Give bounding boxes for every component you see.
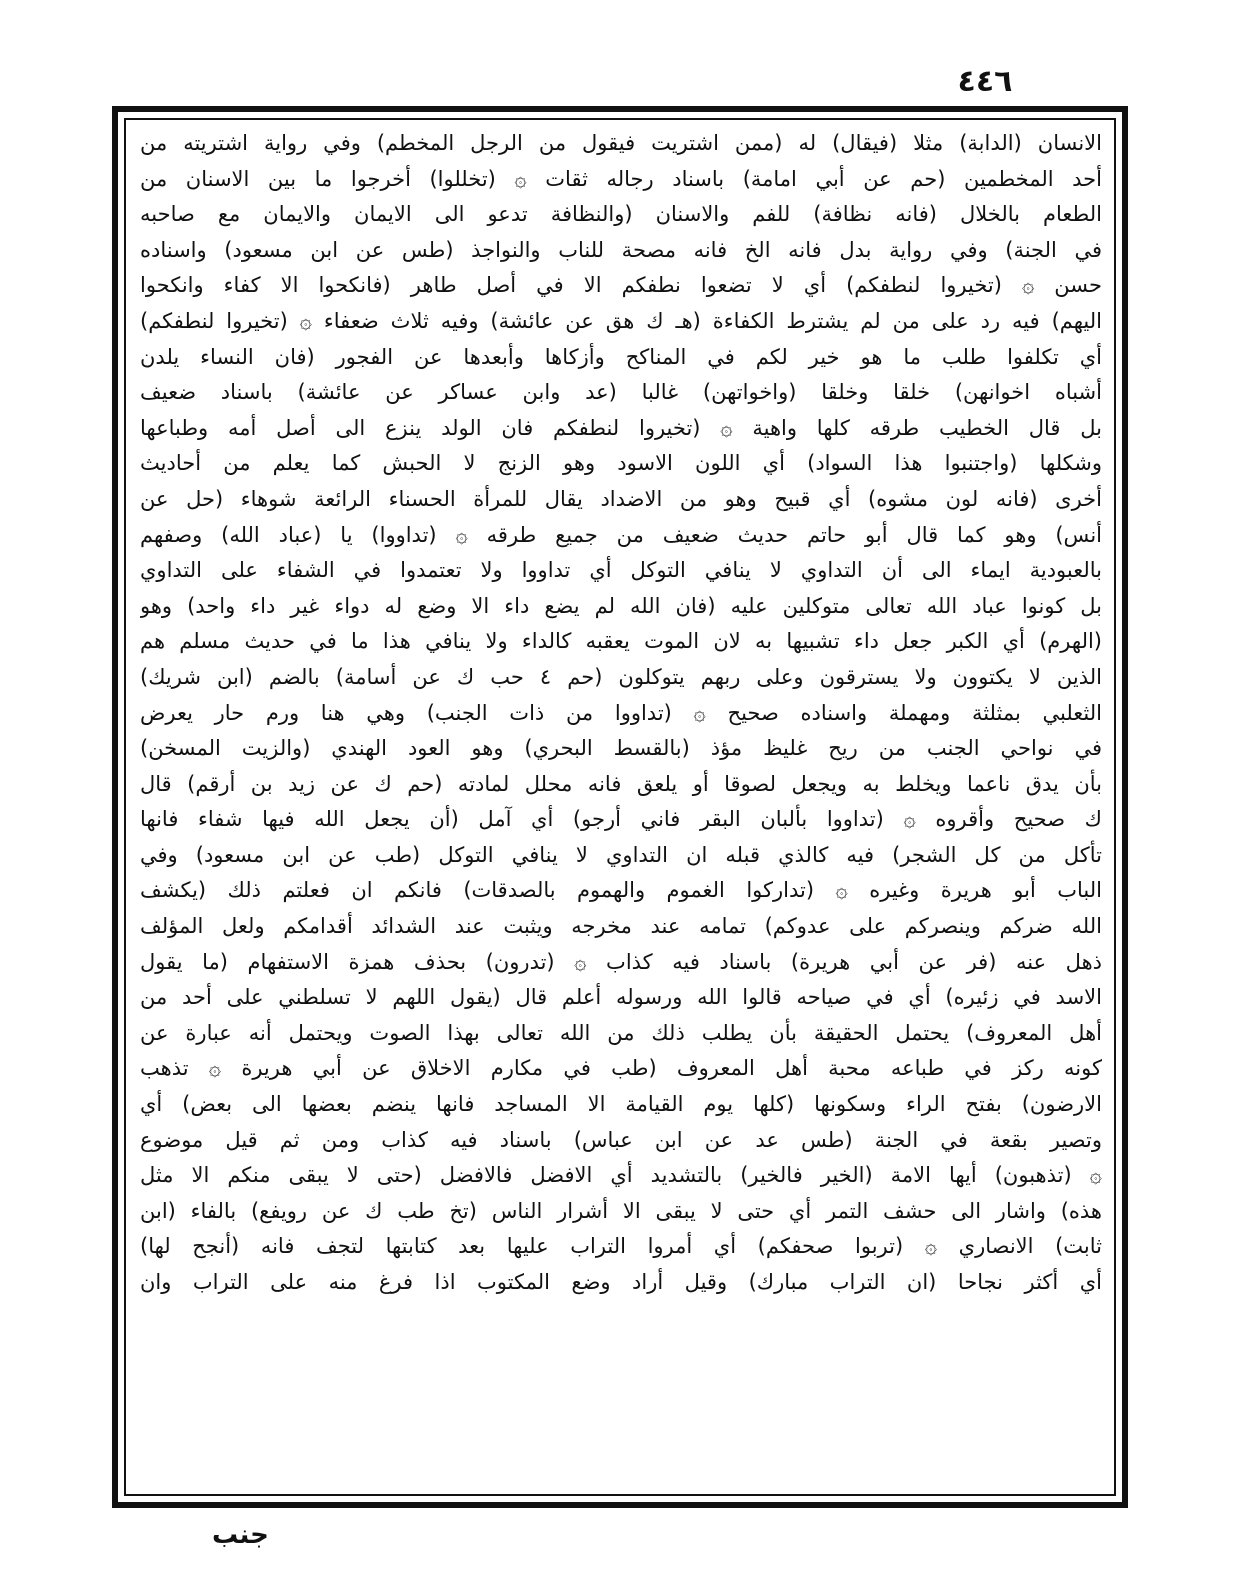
text-line-13: بالعبودية ايماء الى أن التداوي لا ينافي التوكل أي تداووا ولا تعتمدوا في الشفاء على التداوي	[140, 558, 1102, 583]
text-line-34	[140, 1301, 1102, 1337]
text-line-24: ذهل عنه (فر عن أبي هريرة) باسناد فيه كذاب ۞ (تدرون) بحذف همزة الاستفهام (ما يقول	[140, 949, 1102, 974]
text-line-31: هذه) واشار الى حشف التمر أي حتى لا يبقى الا أشرار الناس (تخ طب ك عن رويفع) بالفاء (ابن	[140, 1198, 1102, 1223]
text-line-16: الذين لا يكتوون ولا يسترقون وعلى ربهم يتوكلون (حم ٤ حب ك عن أسامة) بالضم (ابن شريك)	[140, 664, 1102, 689]
text-line-15: (الهرم) أي الكبر جعل داء تشبيها به لان الموت يعقبه كالداء ولا ينافي هذا ما في حديث مسلم هم	[140, 629, 1102, 654]
text-line-10: وشكلها (واجتنبوا هذا السواد) أي اللون الاسود وهو الزنج لا الحبش كما يعلم من أحاديث	[140, 451, 1102, 476]
text-line-19: بأن يدق ناعما ويخلط به ويجعل لصوقا أو يلعق فانه محلل لمادته (حم ك عن زيد بن أرقم) قال	[140, 771, 1102, 796]
text-line-2: أحد المخطمين (حم عن أبي امامة) باسناد رجاله ثقات ۞ (تخللوا) أخرجوا ما بين الاسنان من	[140, 166, 1102, 191]
text-line-14: بل كونوا عباد الله تعالى متوكلين عليه (فان الله لم يضع داء الا وضع له دواء غير داء واحد) وهو	[140, 593, 1102, 618]
text-line-20: ك صحيح وأقروه ۞ (تداووا بألبان البقر فاني أرجو) أي آمل (أن يجعل الله فيها شفاء فانها	[140, 807, 1102, 832]
text-line-25: الاسد في زئيره) أي في صياحه قالوا الله ورسوله أعلم قال (يقول اللهم لا تسلطني على أحد من	[140, 985, 1102, 1010]
text-line-18: في نواحي الجنب من ريح غليظ مؤذ (بالقسط البحري) وهو العود الهندي (والزيت المسخن)	[140, 736, 1102, 761]
text-line-9: بل قال الخطيب طرقه كلها واهية ۞ (تخيروا لنطفكم فان الولد ينزع الى أصل أمه وطباعها	[140, 415, 1102, 440]
text-line-27: كونه ركز في طباعه محبة أهل المعروف (طب في مكارم الاخلاق عن أبي هريرة ۞ تذهب	[140, 1056, 1102, 1081]
text-line-7: أي تكلفوا طلب ما هو خير لكم في المناكح وأزكاها وأبعدها عن الفجور (فان النساء يلدن	[140, 344, 1102, 369]
text-line-8: أشباه اخوانهن) خلقا وخلقا (واخواتهن) غالبا (عد وابن عساكر عن عائشة) باسناد ضعيف	[140, 380, 1102, 405]
text-line-22: الباب أبو هريرة وغيره ۞ (تداركوا الغموم والهموم بالصدقات) فانكم ان فعلتم ذلك (يكشف	[140, 878, 1102, 903]
text-line-5: حسن ۞ (تخيروا لنطفكم) أي لا تضعوا نطفكم الا في أصل طاهر (فانكحوا الا كفاء وانكحوا	[140, 273, 1102, 298]
text-line-1: الانسان (الدابة) مثلا (فيقال) له (ممن اشتريت فيقول من الرجل المخطم) وفي رواية اشتريته من	[140, 131, 1102, 155]
text-line-3: الطعام بالخلال (فانه نظافة) للفم والاسنان (والنظافة تدعو الى الايمان والايمان مع صاحبه	[140, 202, 1102, 227]
page-number: ٤٤٦	[957, 64, 1013, 99]
text-line-30: ۞ (تذهبون) أيها الامة (الخير فالخير) بالتشديد أي الافضل فالافضل (حتى لا يبقى منكم الا مثل	[140, 1163, 1102, 1188]
text-line-4: في الجنة) وفي رواية بدل فانه الخ فانه مصحة للناب والنواجذ (طس عن ابن مسعود) واسناده	[140, 237, 1102, 262]
text-line-12: أنس) وهو كما قال أبو حاتم حديث ضعيف من جميع طرقه ۞ (تداووا) يا (عباد الله) وصفهم	[140, 522, 1102, 547]
text-line-29: وتصير بقعة في الجنة (طس عد عن ابن عباس) باسناد فيه كذاب ومن ثم قيل موضوع	[140, 1127, 1102, 1152]
main-text-block	[140, 126, 1102, 1486]
catchword: جنب	[212, 1520, 269, 1550]
text-line-26: أهل المعروف) يحتمل الحقيقة بأن يطلب ذلك من الله تعالى بهذا الصوت ويحتمل أنه عبارة عن	[140, 1020, 1102, 1045]
text-line-23: الله ضركم وينصركم على عدوكم) تمامه عند مخرجه ويثبت عند الشدائد أقدامكم ولعل المؤلف	[140, 914, 1102, 939]
text-line-28: الارضون) بفتح الراء وسكونها (كلها يوم القيامة الا المساجد فانها ينضم بعضها الى بعض) أي	[140, 1092, 1102, 1117]
text-line-17: الثعلبي بمثلثة ومهملة واسناده صحيح ۞ (تداووا من ذات الجنب) وهي هنا ورم حار يعرض	[140, 700, 1102, 725]
text-line-21: تأكل من كل الشجر) فيه كالذي قبله ان التداوي لا ينافي التوكل (طب عن ابن مسعود) وفي	[140, 842, 1102, 867]
text-line-6: اليهم) فيه رد على من لم يشترط الكفاءة (هـ ك هق عن عائشة) وفيه ثلاث ضعفاء ۞ (تخيروا لنطفكم)	[140, 308, 1102, 333]
text-line-33: أي أكثر نجاحا (ان التراب مبارك) وقيل أراد وضع المكتوب اذا فرغ منه على التراب وان	[140, 1270, 1102, 1294]
text-line-32: ثابت) الانصاري ۞ (تربوا صحفكم) أي أمروا التراب عليها بعد كتابتها لتجف فانه (أنجح لها)	[140, 1234, 1102, 1259]
text-line-11: أخرى (فانه لون مشوه) أي قبيح وهو من الاضداد يقال للمرأة الحسناء الرائعة شوهاء (حل عن	[140, 486, 1102, 511]
